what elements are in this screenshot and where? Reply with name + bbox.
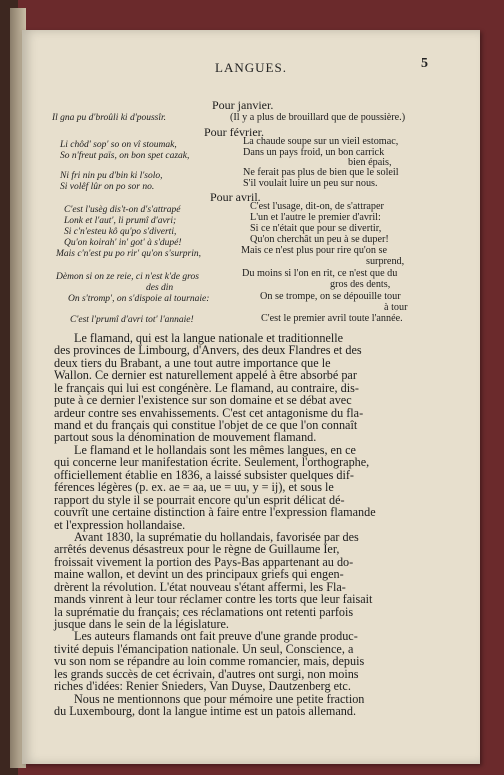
french-line: à tour <box>384 302 408 313</box>
body-line: Le flamand et le hollandais sont les mêmes langues, en ce <box>74 442 356 457</box>
body-line: des provinces de Limbourg, d'Anvers, des deux Flandres et des <box>54 343 362 358</box>
month-heading: Pour avril. <box>210 190 261 204</box>
body-line: la suprématie du français; ces réclamations ont retenti parfois <box>54 604 354 619</box>
french-line: C'est le premier avril toute l'année. <box>261 313 403 324</box>
body-line: Les auteurs flamands ont fait preuve d'une grande produc- <box>74 629 358 644</box>
walloon-line: Dèmon si on ze reie, ci n'est k'de gros <box>56 272 199 282</box>
body-line: le français qui lui est congénère. Le flamand, au contraire, dis- <box>54 380 359 395</box>
body-line: mands vinrent à leur tour réclamer contre les torts que leur faisait <box>54 592 373 607</box>
body-line: rapport du style il se pourrait encore qu'un esprit délicat dé- <box>54 492 345 507</box>
body-line: couvrît une certaine distinction à faire entre l'expression flamande <box>54 505 376 520</box>
body-line: arrêtés devenus désastreux pour le règne de Guillaume Ier, <box>54 542 340 557</box>
body-line: partout sous la dénomination de mouvement flamand. <box>54 430 317 445</box>
body-line: maine wallon, et devint un des principaux griefs qui engen- <box>54 567 344 582</box>
french-line: L'un et l'autre le premier d'avril: <box>250 212 381 223</box>
walloon-line: Lonk et l'aut', li prumî d'avri; <box>64 216 177 226</box>
walloon-line: Il gna pu d'broûli ki d'poussîr. <box>52 113 167 123</box>
walloon-line: Si c'n'esteu kô qu'po s'diverti, <box>64 227 177 237</box>
french-line: Dans un pays froid, un bon carrick <box>243 147 385 158</box>
month-heading: Pour janvier. <box>212 98 274 112</box>
french-line: Qu'on cherchât un peu à se duper! <box>250 234 389 245</box>
walloon-line: Li chôd' sop' so on vî stoumak, <box>60 140 177 150</box>
body-line: vu son nom se répandre au loin comme romancier, mais, depuis <box>54 654 365 669</box>
body-line: les grands succès de cet écrivain, d'autres ont surgi, non moins <box>54 666 359 681</box>
walloon-line: Qu'on koirah' in' got' à s'dupé! <box>64 238 182 248</box>
body-line: deux tiers du Brabant, a une tout autre importance que le <box>54 355 331 370</box>
walloon-line: Mais c'n'est pu po rir' qu'on s'surprin, <box>56 249 202 259</box>
french-line: La chaude soupe sur un vieil estomac, <box>243 136 399 147</box>
french-line: surprend, <box>366 256 405 267</box>
french-line: Du moins si l'on en rit, ce n'est que du <box>242 268 398 279</box>
body-line: drèrent la révolution. L'état nouveau s'étant affermi, les Fla- <box>54 579 346 594</box>
walloon-line: C'est l'usèg dis't-on d's'attrapé <box>64 205 181 215</box>
walloon-line: On s'tromp', on s'dispoie al tournaie: <box>68 294 210 304</box>
body-line: riches d'idées: Renier Snieders, Van Duyse, Dautzenberg etc. <box>54 679 351 694</box>
page-number: 5 <box>421 56 428 71</box>
body-line: et l'expression hollandaise. <box>54 517 186 532</box>
month-heading: Pour février. <box>204 125 264 139</box>
french-line: On se trompe, on se dépouille tour <box>260 291 401 302</box>
walloon-line: C'est l'prumî d'avri tot' l'annaie! <box>70 315 194 325</box>
running-title: LANGUES. <box>215 60 287 75</box>
body-line: jusque dans le sein de la législature. <box>54 616 229 631</box>
book-page <box>22 30 480 764</box>
body-line: froissait vivement la portion des Pays-Bas appartenant au do- <box>54 554 354 569</box>
body-line: Wallon. Ce dernier est naturellement appelé à être absorbé par <box>54 368 357 383</box>
body-line: Le flamand, qui est la langue nationale et traditionnelle <box>74 331 344 345</box>
body-line: qui concerne leur manifestation écrite. Seulement, l'orthographe, <box>54 455 370 470</box>
french-line: Si ce n'était que pour se divertir, <box>250 223 382 234</box>
walloon-line: Ni fri nin pu d'bin ki l'solo, <box>60 171 163 181</box>
body-line: férences légères (p. ex. ae = aa, ue = uu, y = ij), et sous le <box>54 480 334 495</box>
body-line: ardeur contre ses envahissements. C'est cet antagonisme du fla- <box>54 405 364 420</box>
french-line: C'est l'usage, dit-on, de s'attraper <box>250 201 384 212</box>
walloon-line: So n'freut païs, on bon spet cazak, <box>60 151 190 161</box>
body-line: tivité depuis l'émancipation nationale. Un seul, Conscience, a <box>54 641 354 656</box>
french-line: S'il voulait luire un peu sur nous. <box>243 178 378 189</box>
body-line: du Luxembourg, dont la langue intime est un patois allemand. <box>54 704 357 718</box>
body-line: Nous ne mentionnons que pour mémoire une petite fraction <box>74 691 365 706</box>
french-line: Mais ce n'est plus pour rire qu'on se <box>241 245 387 256</box>
body-line: pute à ce dernier l'existence sur son domaine et se débat avec <box>54 393 352 408</box>
body-line: mand et du français qui constitue l'objet de ce que l'on connaît <box>54 418 358 433</box>
french-line: Ne ferait pas plus de bien que le soleil <box>243 167 399 178</box>
body-line: officiellement établie en 1836, a laissé subsister quelques dif- <box>54 467 354 482</box>
french-line: gros des dents, <box>330 279 391 290</box>
walloon-line: des din <box>146 283 174 293</box>
walloon-line: Si volêf lûr on po sor no. <box>60 182 155 192</box>
french-line: bien épais, <box>348 157 392 168</box>
french-line: (Il y a plus de brouillard que de poussière.) <box>230 112 406 123</box>
body-line: Avant 1830, la suprématie du hollandais, favorisée par des <box>74 529 359 544</box>
